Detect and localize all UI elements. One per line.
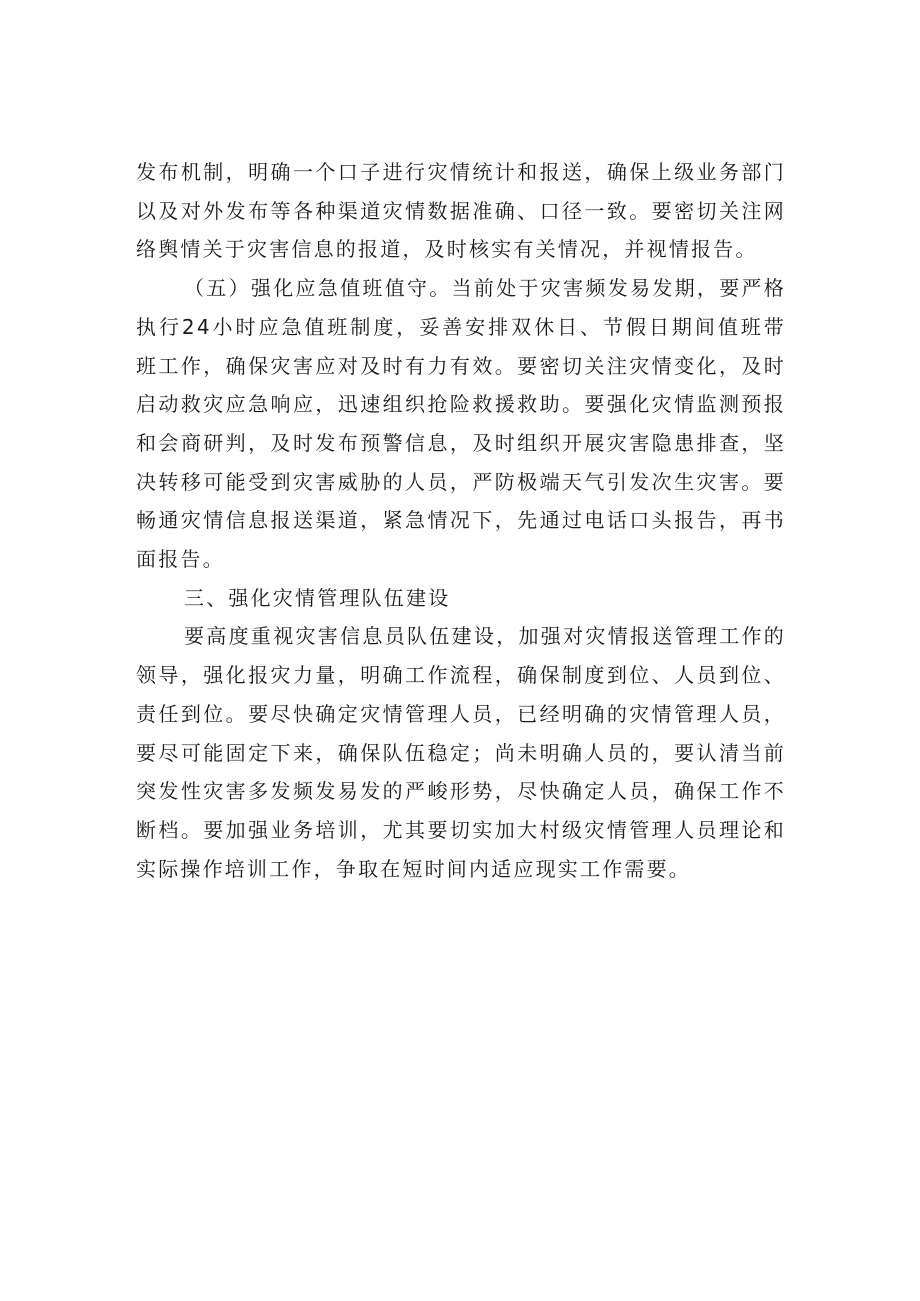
paragraph-continued: 发布机制，明确一个口子进行灾情统计和报送，确保上级业务部门以及对外发布等各种渠道灾情数据准确、口径一致。要密切关注网络舆情关于灾害信息的报道，及时核实有关情况，并视情报告。 bbox=[136, 160, 786, 262]
section-heading-team-building: 三、强化灾情管理队伍建设 bbox=[184, 585, 451, 610]
document-body bbox=[136, 153, 786, 888]
paragraph-team-building: 要高度重视灾害信息员队伍建设，加强对灾情报送管理工作的领导，强化报灾力量，明确工作流程，确保制度到位、人员到位、责任到位。要尽快确定灾情管理人员，已经明确的灾情管理人员，要尽可能固定下来，确保队伍稳定；尚未明确人员的，要认清当前突发性灾害多发频发易发的严峻形势，尽快确定人员，确保工作不断档。要加强业务培训，尤其要切实加大村级灾情管理人员理论和实际操作培训工作，争取在短时间内适应现实工作需要。 bbox=[136, 624, 786, 881]
paragraph-duty-section: （五）强化应急值班值守。当前处于灾害频发易发期，要严格执行24小时应急值班制度，妥善安排双休日、节假日期间值班带班工作，确保灾害应对及时有力有效。要密切关注灾情变化，及时启动救灾应急响应，迅速组织抢险救援救助。要强化灾情监测预报和会商研判，及时发布预警信息，及时组织开展灾害隐患排查，坚决转移可能受到灾害威胁的人员，严防极端天气引发次生灾害。要畅通灾情信息报送渠道，紧急情况下，先通过电话口头报告，再书面报告。 bbox=[136, 276, 786, 572]
